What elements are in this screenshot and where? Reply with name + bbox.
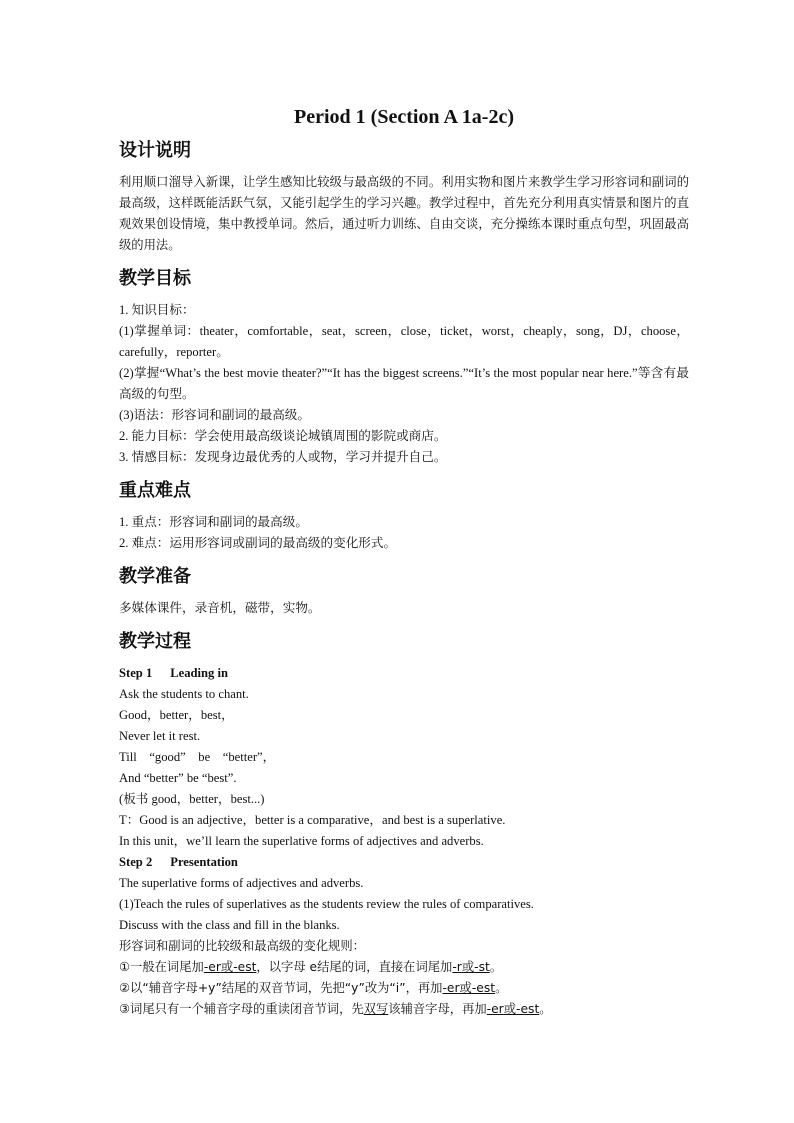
step1-line: (板书 good，better，best...): [119, 792, 265, 806]
rule-text: 或: [503, 1002, 517, 1016]
suffix-est: -est: [471, 981, 496, 995]
step1-line: Till “good” be “better”，: [119, 750, 276, 764]
rule-text: ，以字母 e结尾的词，直接在词尾加: [256, 960, 453, 974]
suffix-est: -est: [516, 1002, 540, 1016]
rule-line-2: [119, 978, 689, 999]
step2-heading: [119, 852, 689, 873]
step1-line: And “better” be “best”.: [119, 771, 237, 785]
step2-line: 形容词和副词的比较级和最高级的变化规则：: [119, 939, 365, 953]
suffix-st: -st: [474, 960, 490, 974]
step1-name: Leading in: [170, 666, 228, 680]
step2-line: The superlative forms of adjectives and adverbs.: [119, 876, 364, 890]
rule-text: 。: [489, 960, 503, 974]
suffix-r: -r: [452, 960, 462, 974]
rule-text: ③词尾只有一个辅音字母的重读闭音节词，先: [119, 1002, 364, 1016]
rule-text: ①一般在词尾加: [119, 960, 204, 974]
rule-line-1: [119, 957, 689, 978]
rule-text: 或: [461, 960, 475, 974]
goal-line: (1)掌握单词：theater，comfortable，seat，screen，close，ticket，worst，cheaply，song，DJ，choose，carefully，reporter。: [119, 324, 689, 359]
rule-text: 。: [495, 981, 508, 995]
step1-line: T：Good is an adjective，better is a comparative，and best is a superlative.: [119, 813, 506, 827]
goal-line: 3. 情感目标：发现身边最优秀的人或物，学习并提升自己。: [119, 450, 447, 464]
rule-text: 该辅音字母，再加: [388, 1002, 487, 1016]
design-heading: 设计说明: [119, 140, 191, 161]
rule-line-3: [119, 999, 689, 1020]
goal-line: (2)掌握“What’s the best movie theater?”“It has the biggest screens.”“It’s the most popular near here.”等含有最高级的句型。: [119, 366, 689, 401]
keypoints-heading: 重点难点: [119, 480, 191, 501]
preparation-text: 多媒体课件，录音机，磁带，实物。: [119, 601, 321, 615]
suffix-er: -er: [203, 960, 221, 974]
step1-line: In this unit，we’ll learn the superlative forms of adjectives and adverbs.: [119, 834, 484, 848]
suffix-est: -est: [233, 960, 257, 974]
goal-line: (3)语法：形容词和副词的最高级。: [119, 408, 310, 422]
rule-text: ②以“辅音字母+y”结尾的双音节词，先把“y”改为“i”，再加: [119, 981, 443, 995]
goal-line: 1. 知识目标：: [119, 303, 195, 317]
step1-label: Step 1: [119, 666, 153, 680]
process-heading: 教学过程: [119, 631, 191, 652]
step1-line: Never let it rest.: [119, 729, 201, 743]
keypoint-line: 2. 难点：运用形容词或副词的最高级的变化形式。: [119, 536, 397, 550]
step2-name: Presentation: [170, 855, 238, 869]
suffix-er: -er: [442, 981, 460, 995]
preparation-heading: 教学准备: [119, 566, 191, 587]
rule-text: 或: [220, 960, 234, 974]
step2-line: (1)Teach the rules of superlatives as the students review the rules of comparatives.: [119, 897, 534, 911]
step1-line: Ask the students to chant.: [119, 687, 249, 701]
design-paragraph: 利用顺口溜导入新课，让学生感知比较级与最高级的不同。利用实物和图片来教学生学习形容词和副词的最高级，这样既能活跃气氛，又能引起学生的学习兴趣。教学过程中，首先充分利用真实情景和图片的直观效果创设情境，集中教授单词。然后，通过听力训练、自由交谈，充分操练本课时重点句型，巩固最高级的用法。: [119, 175, 689, 252]
rule-text: 。: [539, 1002, 552, 1016]
double-consonant-text: 双写: [363, 1002, 389, 1016]
step1-heading: [119, 663, 689, 684]
rule-text: 或: [459, 981, 472, 995]
step2-line: Discuss with the class and fill in the blanks.: [119, 918, 340, 932]
step2-label: Step 2: [119, 855, 153, 869]
step1-line: Good，better，best，: [119, 708, 234, 722]
goal-line: 2. 能力目标：学会使用最高级谈论城镇周围的影院或商店。: [119, 429, 447, 443]
goals-heading: 教学目标: [119, 268, 191, 289]
document-page: [119, 100, 689, 1020]
keypoint-line: 1. 重点：形容词和副词的最高级。: [119, 515, 308, 529]
suffix-er: -er: [486, 1002, 504, 1016]
document-title: Period 1 (Section A 1a-2c): [294, 106, 514, 128]
